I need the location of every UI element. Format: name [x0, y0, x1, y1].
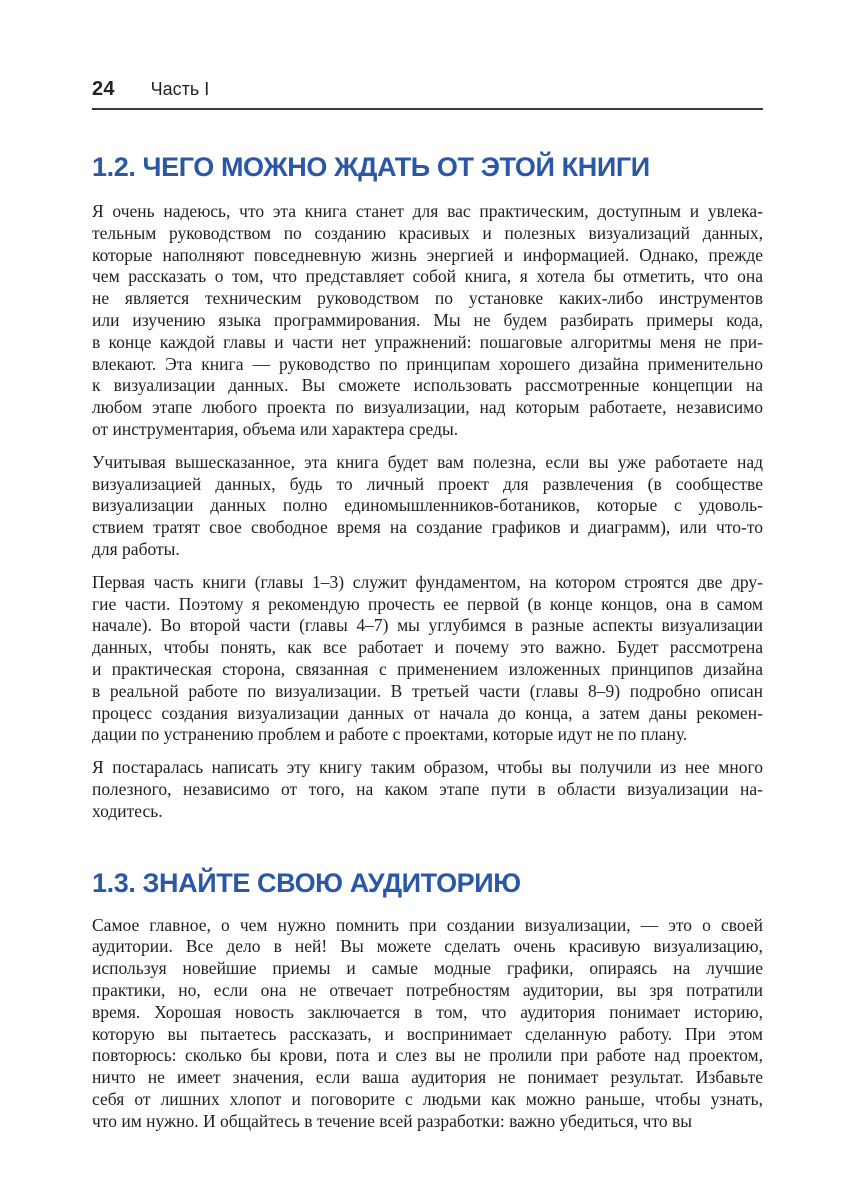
text-line: не является техническим руководством по установке каких-либо инструментов — [92, 288, 763, 309]
text-line: и практическая сторона, связанная с применением изложенных принципов дизайна — [92, 658, 763, 679]
part-label: Часть I — [150, 79, 210, 99]
text-line: которые наполняют повседневную жизнь энергией и информацией. Однако, прежде — [92, 244, 763, 265]
text-line: начале). Во второй части (главы 4–7) мы углубимся в разные аспекты визуализации — [92, 615, 763, 636]
text-line: тельным руководством по созданию красивых и полезных визуализаций данных, — [92, 222, 763, 243]
text-line: или изучению языка программирования. Мы не будем разбирать примеры кода, — [92, 309, 763, 330]
text-line: что им нужно. И общайтесь в течение всей разработки: важно убедиться, что вы — [92, 1110, 693, 1131]
text-line: от инструментария, объема или характера среды. — [92, 418, 459, 439]
text-line: Учитывая вышесказанное, эта книга будет вам полезна, если вы уже работаете над — [92, 451, 763, 472]
page-number: 24 — [92, 78, 115, 100]
paragraph — [92, 572, 763, 746]
text-line: себя от лишних хлопот и поговорите с людьми как можно раньше, чтобы узнать, — [92, 1088, 763, 1109]
text-line: практики, но, если она не отвечает потребностям аудитории, вы зря потратили — [92, 979, 763, 1000]
header-rule — [92, 108, 763, 110]
section-heading-1-2: 1.2. ЧЕГО МОЖНО ЖДАТЬ ОТ ЭТОЙ КНИГИ — [92, 152, 650, 182]
text-line: ходитесь. — [92, 800, 163, 821]
paragraph — [92, 915, 763, 1133]
text-line: визуализации данных полно единомышленников-ботаников, которые с удоволь- — [92, 495, 763, 516]
text-line: к визуализации данных. Вы сможете использовать рассмотренные концепции на — [92, 375, 763, 396]
text-line: любом этапе любого проекта по визуализации, над которым работаете, независимо — [92, 397, 763, 418]
text-line: Первая часть книги (главы 1–3) служит фундаментом, на котором строятся две дру- — [92, 571, 763, 592]
paragraph — [92, 452, 763, 561]
paragraph — [92, 201, 763, 441]
text-line: визуализацией данных, будь то личный проект для развлечения (в сообществе — [92, 473, 763, 494]
paragraph — [92, 757, 763, 822]
section-heading-1-3: 1.3. ЗНАЙТЕ СВОЮ АУДИТОРИЮ — [92, 867, 521, 898]
text-line: для работы. — [92, 538, 180, 559]
text-line: процесс создания визуализации данных от начала до конца, а затем даны рекомен- — [92, 702, 763, 723]
text-line: используя новейшие приемы и самые модные графики, опираясь на лучшие — [92, 958, 763, 979]
text-line: аудитории. Все дело в ней! Вы можете сделать очень красивую визуализацию, — [92, 936, 763, 957]
text-line: чем рассказать о том, что представляет собой книга, я хотела бы отметить, что она — [92, 266, 763, 287]
text-line: гие части. Поэтому я рекомендую прочесть ее первой (в конце концов, она в самом — [92, 593, 763, 614]
text-line: Самое главное, о чем нужно помнить при создании визуализации, — это о своей — [92, 914, 763, 935]
running-header — [92, 78, 763, 101]
text-line: полезного, независимо от того, на каком этапе пути в области визуализации на- — [92, 778, 763, 799]
text-line: данных, чтобы понять, как все работает и почему это важно. Будет рассмотрена — [92, 637, 763, 658]
text-line: Я постаралась написать эту книгу таким образом, чтобы вы получили из нее много — [92, 757, 763, 778]
text-line: время. Хорошая новость заключается в том, что аудитория понимает историю, — [92, 1001, 763, 1022]
text-line: влекают. Эта книга — руководство по принципам хорошего дизайна применительно — [92, 353, 763, 374]
text-line: Я очень надеюсь, что эта книга станет для вас практическим, доступным и увлека- — [92, 201, 763, 221]
text-line: в конце каждой главы и части нет упражнений: пошаговые алгоритмы меня не при- — [92, 331, 763, 352]
text-line: ствием тратят свое свободное время на создание графиков и диаграмм), или что-то — [92, 517, 763, 538]
text-line: дации по устранению проблем и работе с проектами, которые идут не по плану. — [92, 724, 688, 745]
text-line: которую вы пытаетесь рассказать, и воспринимает сделанную работу. При этом — [92, 1023, 763, 1044]
text-line: ничто не имеет значения, если ваша аудитория не понимает результат. Избавьте — [92, 1067, 763, 1088]
text-line: в реальной работе по визуализации. В третьей части (главы 8–9) подробно описан — [92, 680, 763, 701]
text-line: повторюсь: сколько бы крови, пота и слез вы не пролили при работе над проектом, — [92, 1045, 763, 1066]
